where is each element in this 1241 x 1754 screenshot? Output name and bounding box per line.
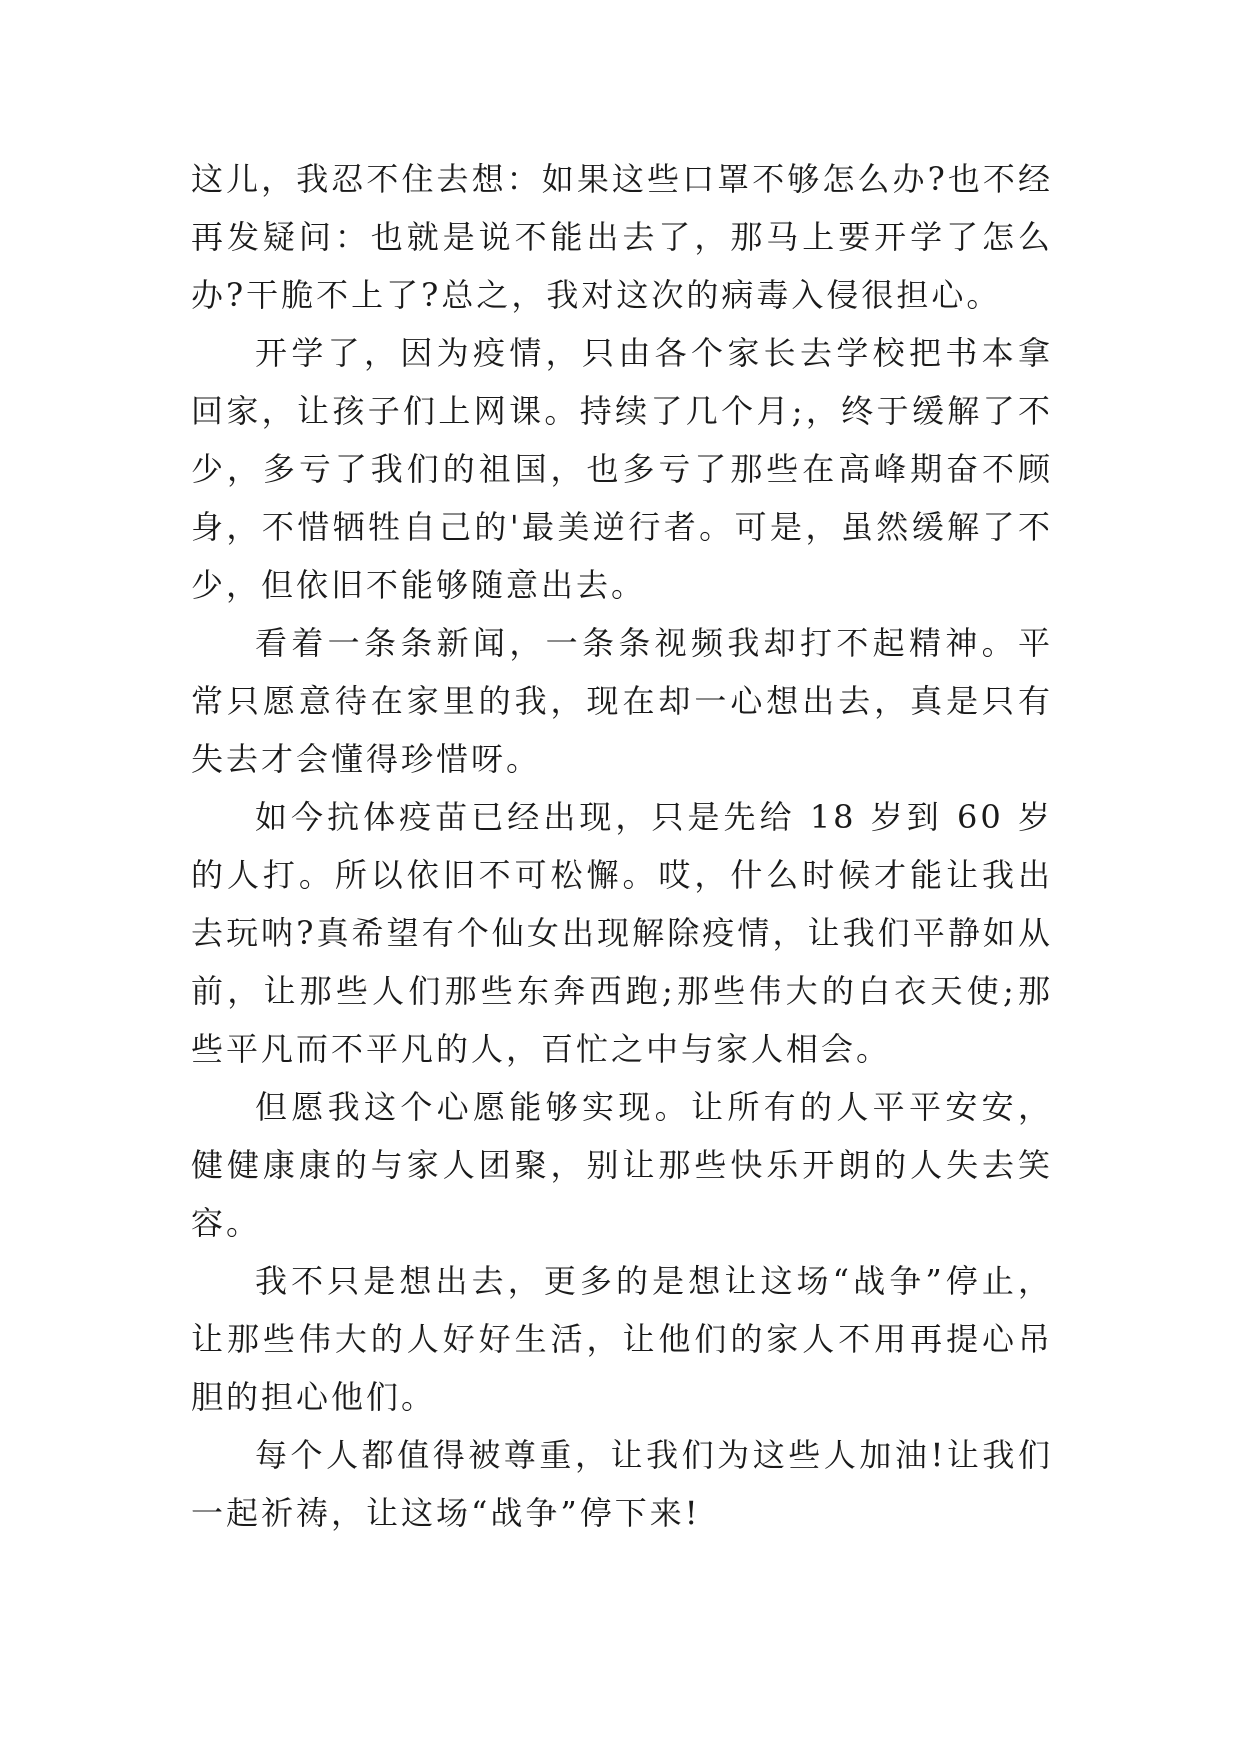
- paragraph-1: 这儿，我忍不住去想：如果这些口罩不够怎么办?也不经再发疑问：也就是说不能出去了，那马上要开学了怎么办?干脆不上了?总之，我对这次的病毒入侵很担心。: [191, 160, 1053, 314]
- paragraph-5: 但愿我这个心愿能够实现。让所有的人平平安安，健健康康的与家人团聚，别让那些快乐开朗的人失去笑容。: [191, 1088, 1053, 1242]
- paragraph-6: 我不只是想出去，更多的是想让这场“战争”停止，让那些伟大的人好好生活，让他们的家人不用再提心吊胆的担心他们。: [191, 1262, 1053, 1416]
- paragraph-4: 如今抗体疫苗已经出现，只是先给 18 岁到 60 岁的人打。所以依旧不可松懈。哎，什么时候才能让我出去玩呐?真希望有个仙女出现解除疫情，让我们平静如从前，让那些人们那些东奔西跑;那些伟大的白衣天使;那些平凡而不平凡的人，百忙之中与家人相会。: [191, 798, 1053, 1068]
- paragraph-3: 看着一条条新闻，一条条视频我却打不起精神。平常只愿意待在家里的我，现在却一心想出去，真是只有失去才会懂得珍惜呀。: [191, 624, 1053, 778]
- essay-body: [191, 150, 1053, 1542]
- paragraph-7: 每个人都值得被尊重，让我们为这些人加油!让我们一起祈祷，让这场“战争”停下来!: [191, 1436, 1053, 1532]
- paragraph-2: 开学了，因为疫情，只由各个家长去学校把书本拿回家，让孩子们上网课。持续了几个月;，终于缓解了不少，多亏了我们的祖国，也多亏了那些在高峰期奋不顾身，不惜牺牲自己的'最美逆行者。可是，虽然缓解了不少，但依旧不能够随意出去。: [191, 334, 1053, 604]
